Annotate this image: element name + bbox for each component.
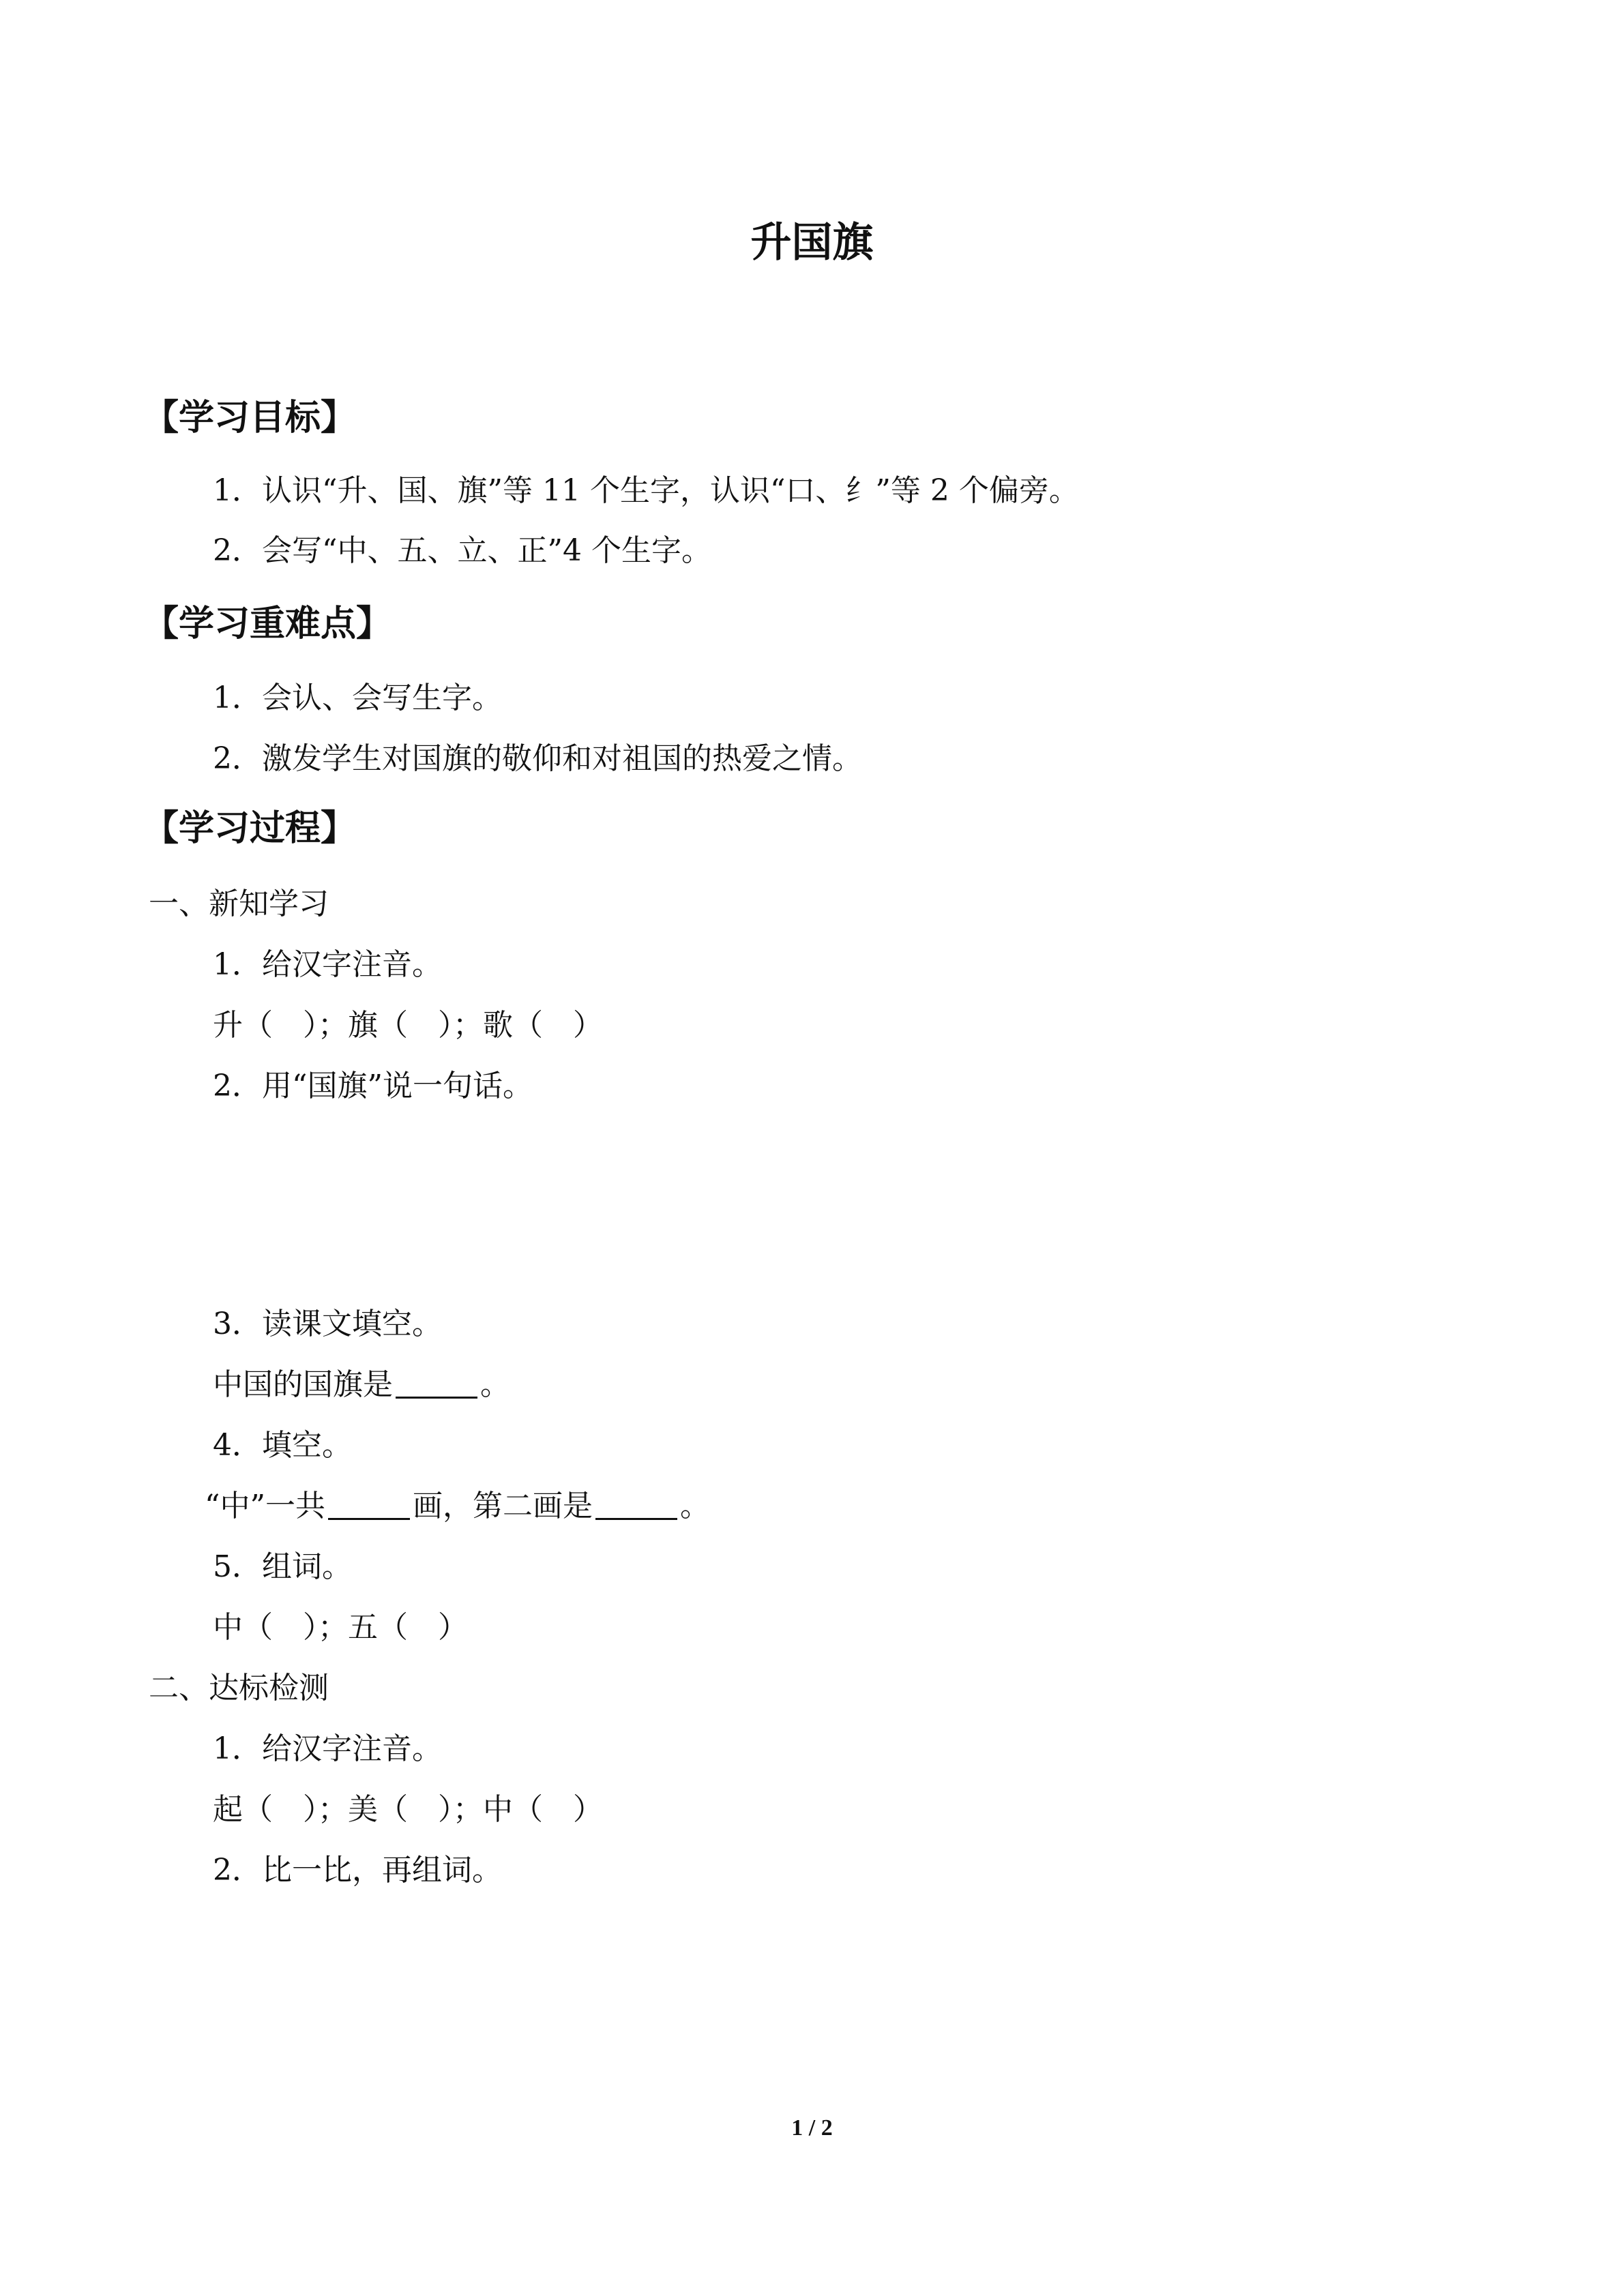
page-number: 1 / 2	[791, 2115, 833, 2141]
part1-q3-fill	[213, 1367, 510, 1403]
key-point-item-2: 2．激发学生对国旗的敬仰和对祖国的热爱之情。	[213, 741, 862, 776]
q3-suffix: 。	[480, 1367, 510, 1402]
part2-q2: 2．比一比，再组词。	[213, 1853, 502, 1888]
q3-prefix: 中国的国旗是	[213, 1367, 393, 1402]
q4-part-b: 画，第二画是	[413, 1489, 593, 1523]
q4-part-c: 。	[680, 1489, 710, 1523]
part1-q3: 3．读课文填空。	[213, 1307, 442, 1341]
part1-q5: 5．组词。	[213, 1549, 352, 1584]
part1-q2: 2．用“国旗”说一句话。	[213, 1069, 533, 1103]
q3-blank[interactable]	[396, 1369, 477, 1399]
part1-q1: 1．给汉字注音。	[213, 947, 442, 982]
key-point-item-1: 1．会认、会写生字。	[213, 681, 502, 715]
q4-part-a: “中”一共	[205, 1489, 325, 1523]
goal-item-2: 2．会写“中、五、立、正”4 个生字。	[213, 533, 711, 568]
process-heading: 【学习过程】	[143, 808, 357, 849]
part2-q1: 1．给汉字注音。	[213, 1731, 442, 1766]
page-title: 升国旗	[750, 219, 874, 267]
part1-q4-fill	[205, 1489, 710, 1525]
part1-q4: 4．填空。	[213, 1428, 352, 1463]
part2-q1-answer: 起（ ）；美（ ）；中（ ）	[213, 1792, 603, 1827]
goal-item-1: 1．认识“升、国、旗”等 11 个生字，认识“口、纟”等 2 个偏旁。	[213, 473, 1079, 508]
part1-q1-answer: 升（ ）；旗（ ）；歌（ ）	[213, 1008, 603, 1043]
part1-q5-answer: 中（ ）；五（ ）	[213, 1610, 468, 1645]
q4-blank-2[interactable]	[595, 1491, 677, 1520]
goals-heading: 【学习目标】	[143, 398, 357, 438]
part1-title: 一、新知学习	[149, 886, 329, 921]
part2-title: 二、达标检测	[149, 1671, 329, 1705]
q4-blank-1[interactable]	[328, 1491, 410, 1520]
key-points-heading: 【学习重难点】	[143, 603, 392, 644]
